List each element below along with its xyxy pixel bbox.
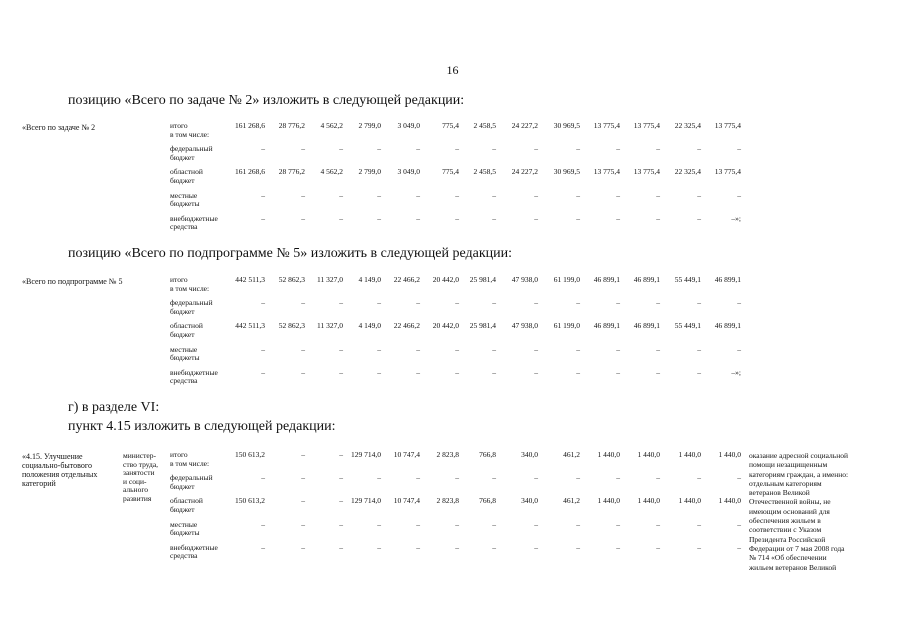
category-cell: федеральный бюджет xyxy=(170,144,213,162)
value-cell: 13 775,4 xyxy=(714,121,741,130)
value-cell: – xyxy=(339,144,343,154)
value-cell: – xyxy=(492,473,496,483)
value-cell: – xyxy=(261,298,265,308)
value-cell: 161 268,6 xyxy=(235,121,265,130)
value-cell: – xyxy=(492,144,496,154)
value-cell: – xyxy=(261,344,265,354)
value-cell: 2 458,5 xyxy=(473,121,496,130)
category-cell: местные бюджеты xyxy=(170,519,200,538)
value-cell: 2 458,5 xyxy=(473,167,496,177)
value-cell: – xyxy=(339,213,343,223)
value-cell: – xyxy=(301,298,305,308)
value-cell: – xyxy=(301,450,305,459)
category-cell: федеральный бюджет xyxy=(170,298,213,316)
value-cell: – xyxy=(377,519,381,529)
value-cell: – xyxy=(737,542,741,552)
value-cell: 46 899,1 xyxy=(633,321,660,331)
value-cell: – xyxy=(261,473,265,483)
value-cell: – xyxy=(455,298,459,308)
value-cell: – xyxy=(301,473,305,483)
category-cell: местные бюджеты xyxy=(170,344,200,363)
value-cell: 161 268,6 xyxy=(235,167,265,177)
value-cell: – xyxy=(261,367,265,377)
value-cell: – xyxy=(616,190,620,200)
category-cell: областной бюджет xyxy=(170,496,203,514)
value-cell: 1 440,0 xyxy=(678,496,701,506)
value-cell: 11 327,0 xyxy=(317,275,343,284)
value-cell: 61 199,0 xyxy=(553,275,580,284)
value-cell: – xyxy=(492,542,496,552)
category-cell: федеральный бюджет xyxy=(170,473,213,491)
value-cell: 775,4 xyxy=(442,167,459,177)
value-cell: –»; xyxy=(731,367,741,377)
value-cell: – xyxy=(656,344,660,354)
value-cell: 20 442,0 xyxy=(432,321,459,331)
value-cell: – xyxy=(534,473,538,483)
value-cell: – xyxy=(616,519,620,529)
value-cell: – xyxy=(492,298,496,308)
value-cell: – xyxy=(416,519,420,529)
value-cell: – xyxy=(697,213,701,223)
value-cell: – xyxy=(492,519,496,529)
value-cell: – xyxy=(534,519,538,529)
value-cell: – xyxy=(377,213,381,223)
value-cell: 46 899,1 xyxy=(593,321,620,331)
value-cell: 2 799,0 xyxy=(358,167,381,177)
value-cell: – xyxy=(455,213,459,223)
value-cell: – xyxy=(656,519,660,529)
value-cell: – xyxy=(455,367,459,377)
value-cell: – xyxy=(534,144,538,154)
value-cell: – xyxy=(534,190,538,200)
value-cell: – xyxy=(656,542,660,552)
value-cell: – xyxy=(656,144,660,154)
value-cell: 13 775,4 xyxy=(633,121,660,130)
value-cell: – xyxy=(455,344,459,354)
value-cell: – xyxy=(416,298,420,308)
value-cell: 10 747,4 xyxy=(393,496,420,506)
value-cell: – xyxy=(534,344,538,354)
value-cell: 28 776,2 xyxy=(278,167,305,177)
value-cell: – xyxy=(416,367,420,377)
value-cell: 47 938,0 xyxy=(511,275,538,284)
row-label: «4.15. Улучшение социально-бытового положения отдельных категорий xyxy=(22,452,98,488)
value-cell: – xyxy=(377,298,381,308)
value-cell: –»; xyxy=(731,213,741,223)
value-cell: 25 981,4 xyxy=(469,275,496,284)
value-cell: – xyxy=(576,344,580,354)
value-cell: – xyxy=(377,473,381,483)
value-cell: 22 325,4 xyxy=(674,167,701,177)
value-cell: – xyxy=(616,542,620,552)
value-cell: – xyxy=(737,344,741,354)
value-cell: – xyxy=(416,542,420,552)
value-cell: – xyxy=(261,144,265,154)
value-cell: – xyxy=(416,473,420,483)
value-cell: – xyxy=(301,190,305,200)
value-cell: 13 775,4 xyxy=(633,167,660,177)
value-cell: – xyxy=(534,213,538,223)
value-cell: – xyxy=(301,344,305,354)
value-cell: 46 899,1 xyxy=(593,275,620,284)
value-cell: 129 714,0 xyxy=(351,450,381,459)
value-cell: – xyxy=(656,190,660,200)
value-cell: – xyxy=(377,344,381,354)
value-cell: 461,2 xyxy=(563,496,580,506)
value-cell: – xyxy=(616,344,620,354)
value-cell: – xyxy=(656,367,660,377)
value-cell: – xyxy=(534,367,538,377)
value-cell: – xyxy=(339,542,343,552)
value-cell: 1 440,0 xyxy=(637,450,660,459)
value-cell: – xyxy=(416,190,420,200)
value-cell: – xyxy=(576,144,580,154)
value-cell: 25 981,4 xyxy=(469,321,496,331)
value-cell: – xyxy=(534,298,538,308)
value-cell: 46 899,1 xyxy=(714,275,741,284)
value-cell: – xyxy=(576,367,580,377)
value-cell: 24 227,2 xyxy=(511,167,538,177)
value-cell: 55 449,1 xyxy=(674,275,701,284)
value-cell: – xyxy=(416,213,420,223)
value-cell: 150 613,2 xyxy=(235,496,265,506)
value-cell: 30 969,5 xyxy=(553,121,580,130)
value-cell: 13 775,4 xyxy=(714,167,741,177)
value-cell: 4 149,0 xyxy=(358,321,381,331)
value-cell: – xyxy=(339,473,343,483)
value-cell: – xyxy=(616,298,620,308)
value-cell: – xyxy=(261,542,265,552)
heading-section-vi: г) в разделе VI: xyxy=(68,400,160,415)
value-cell: – xyxy=(697,473,701,483)
value-cell: 2 823,8 xyxy=(436,496,459,506)
value-cell: – xyxy=(492,190,496,200)
value-cell: 22 466,2 xyxy=(393,275,420,284)
value-cell: 22 325,4 xyxy=(674,121,701,130)
value-cell: – xyxy=(616,367,620,377)
value-cell: 55 449,1 xyxy=(674,321,701,331)
value-cell: – xyxy=(301,213,305,223)
value-cell: 1 440,0 xyxy=(637,496,660,506)
value-cell: – xyxy=(737,190,741,200)
value-cell: 46 899,1 xyxy=(714,321,741,331)
value-cell: 1 440,0 xyxy=(597,450,620,459)
value-cell: 3 049,0 xyxy=(397,121,420,130)
value-cell: – xyxy=(455,542,459,552)
value-cell: 461,2 xyxy=(563,450,580,459)
value-cell: 1 440,0 xyxy=(597,496,620,506)
value-cell: 1 440,0 xyxy=(718,496,741,506)
page-number: 16 xyxy=(446,63,459,77)
value-cell: – xyxy=(576,190,580,200)
value-cell: – xyxy=(301,496,305,506)
value-cell: – xyxy=(576,298,580,308)
value-cell: – xyxy=(576,473,580,483)
value-cell: 10 747,4 xyxy=(393,450,420,459)
value-cell: 28 776,2 xyxy=(278,121,305,130)
value-cell: 52 862,3 xyxy=(278,275,305,284)
category-cell: итого в том числе: xyxy=(170,275,210,293)
heading-item-4-15: пункт 4.15 изложить в следующей редакции: xyxy=(68,419,336,434)
value-cell: 30 969,5 xyxy=(553,167,580,177)
category-cell: местные бюджеты xyxy=(170,190,200,209)
value-cell: 340,0 xyxy=(521,496,538,506)
value-cell: 22 466,2 xyxy=(393,321,420,331)
value-cell: – xyxy=(492,344,496,354)
value-cell: – xyxy=(455,144,459,154)
value-cell: 766,8 xyxy=(479,496,496,506)
value-cell: – xyxy=(656,473,660,483)
heading-task-2: позицию «Всего по задаче № 2» изложить в следующей редакции: xyxy=(68,93,465,108)
value-cell: 1 440,0 xyxy=(678,450,701,459)
value-cell: – xyxy=(261,190,265,200)
value-cell: – xyxy=(492,213,496,223)
value-cell: – xyxy=(455,190,459,200)
value-cell: 775,4 xyxy=(442,121,459,130)
value-cell: – xyxy=(697,344,701,354)
value-cell: – xyxy=(416,144,420,154)
value-cell: – xyxy=(377,367,381,377)
category-cell: внебюджетные средства xyxy=(170,213,218,232)
value-cell: 3 049,0 xyxy=(397,167,420,177)
value-cell: – xyxy=(377,542,381,552)
value-cell: – xyxy=(339,496,343,506)
value-cell: 129 714,0 xyxy=(351,496,381,506)
value-cell: – xyxy=(697,190,701,200)
value-cell: 20 442,0 xyxy=(432,275,459,284)
value-cell: 2 799,0 xyxy=(358,121,381,130)
heading-subprogram-5: позицию «Всего по подпрограмме № 5» изложить в следующей редакции: xyxy=(68,246,513,261)
value-cell: 24 227,2 xyxy=(511,121,538,130)
value-cell: 13 775,4 xyxy=(593,167,620,177)
value-cell: – xyxy=(697,367,701,377)
category-cell: внебюджетные средства xyxy=(170,367,218,386)
value-cell: – xyxy=(697,542,701,552)
category-cell: областной бюджет xyxy=(170,167,203,185)
value-cell: – xyxy=(339,344,343,354)
category-cell: итого в том числе: xyxy=(170,450,210,468)
executor-cell: министер- ство труда, занятости и соци- ального развития xyxy=(123,451,159,503)
value-cell: – xyxy=(261,213,265,223)
value-cell: 1 440,0 xyxy=(718,450,741,459)
row-label: «Всего по подпрограмме № 5 xyxy=(22,277,123,286)
value-cell: – xyxy=(697,519,701,529)
category-cell: областной бюджет xyxy=(170,321,203,339)
value-cell: – xyxy=(616,473,620,483)
value-cell: – xyxy=(737,298,741,308)
value-cell: – xyxy=(301,367,305,377)
value-cell: 4 562,2 xyxy=(320,121,343,130)
value-cell: – xyxy=(261,519,265,529)
value-cell: – xyxy=(377,144,381,154)
value-cell: 150 613,2 xyxy=(235,450,265,459)
value-cell: – xyxy=(339,519,343,529)
value-cell: 11 327,0 xyxy=(317,321,343,331)
value-cell: 442 511,3 xyxy=(235,321,265,331)
value-cell: – xyxy=(492,367,496,377)
value-cell: – xyxy=(301,542,305,552)
value-cell: 4 562,2 xyxy=(320,167,343,177)
value-cell: 442 511,3 xyxy=(235,275,265,284)
row-label: «Всего по задаче № 2 xyxy=(22,123,96,132)
value-cell: – xyxy=(616,213,620,223)
value-cell: 2 823,8 xyxy=(436,450,459,459)
value-cell: – xyxy=(576,213,580,223)
value-cell: – xyxy=(656,213,660,223)
value-cell: 47 938,0 xyxy=(511,321,538,331)
value-cell: – xyxy=(416,344,420,354)
value-cell: – xyxy=(697,298,701,308)
note-text: оказание адресной социальной помощи незащищенным категориям граждан, а именно: отдельным категориям ветеранов Великой Отечественной войны, не имеющим оснований для обеспечения жильем в соответствии с Указом Президента Российской Федерации от 7 мая 2008 года № 714 «Об обеспечении жильем ветеранов Великой xyxy=(749,451,849,572)
value-cell: – xyxy=(737,144,741,154)
value-cell: – xyxy=(339,367,343,377)
value-cell: – xyxy=(737,519,741,529)
value-cell: – xyxy=(339,190,343,200)
value-cell: – xyxy=(455,473,459,483)
value-cell: 46 899,1 xyxy=(633,275,660,284)
value-cell: – xyxy=(377,190,381,200)
value-cell: 13 775,4 xyxy=(593,121,620,130)
value-cell: – xyxy=(737,473,741,483)
value-cell: 766,8 xyxy=(479,450,496,459)
value-cell: – xyxy=(576,519,580,529)
value-cell: – xyxy=(339,298,343,308)
value-cell: 61 199,0 xyxy=(553,321,580,331)
value-cell: – xyxy=(697,144,701,154)
value-cell: – xyxy=(616,144,620,154)
value-cell: 52 862,3 xyxy=(278,321,305,331)
value-cell: – xyxy=(455,519,459,529)
value-cell: 4 149,0 xyxy=(358,275,381,284)
value-cell: – xyxy=(534,542,538,552)
value-cell: – xyxy=(656,298,660,308)
value-cell: – xyxy=(301,144,305,154)
value-cell: 340,0 xyxy=(521,450,538,459)
category-cell: итого в том числе: xyxy=(170,121,210,139)
value-cell: – xyxy=(301,519,305,529)
value-cell: – xyxy=(576,542,580,552)
category-cell: внебюджетные средства xyxy=(170,542,218,561)
value-cell: – xyxy=(339,450,343,459)
